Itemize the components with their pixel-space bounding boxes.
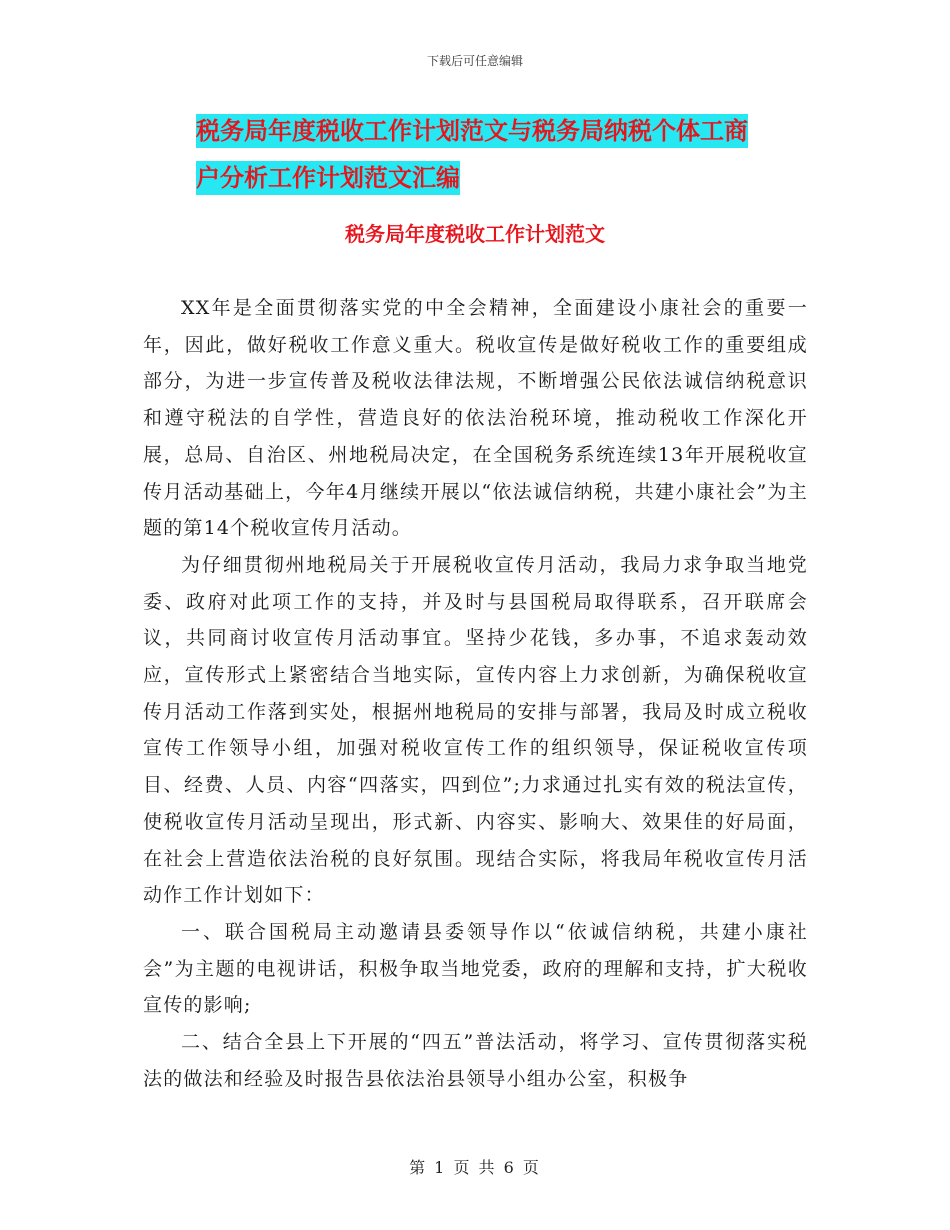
- header-note: 下载后可任意编辑: [426, 54, 523, 68]
- document-title: [140, 108, 820, 202]
- title-line-1: 税务局年度税收工作计划范文与税务局纳税个体工商: [196, 114, 748, 148]
- body-text: [143, 290, 808, 1097]
- title-line-2: 户分析工作计划范文汇编: [196, 161, 460, 195]
- paragraph: 二、结合全县上下开展的“四五”普法活动，将学习、宣传贯彻落实税法的做法和经验及时报告县依法治县领导小组办公室，积极争: [143, 1031, 808, 1090]
- paragraph: 一、联合国税局主动邀请县委领导作以“依诚信纳税，共建小康社会”为主题的电视讲话，积极争取当地党委，政府的理解和支持，扩大税收宣传的影响;: [143, 920, 808, 1017]
- paragraph: 为仔细贯彻州地税局关于开展税收宣传月活动，我局力求争取当地党委、政府对此项工作的支持，并及时与县国税局取得联系，召开联席会议，共同商讨收宣传月活动事宜。坚持少花钱，多办事，不追求轰动效应，宣传形式上紧密结合当地实际，宣传内容上力求创新，为确保税收宣传月活动工作落到实处，根据州地税局的安排与部署，我局及时成立税收宣传工作领导小组，加强对税收宣传工作的组织领导，保证税收宣传项目、经费、人员、内容“四落实，四到位”;力求通过扎实有效的税法宣传，使税收宣传月活动呈现出，形式新、内容实、影响大、效果佳的好局面，在社会上营造依法治税的良好氛围。现结合实际，将我局年税收宣传月活动作工作计划如下：: [143, 553, 808, 907]
- paragraph: XX年是全面贯彻落实党的中全会精神，全面建设小康社会的重要一年，因此，做好税收工作意义重大。税收宣传是做好税收工作的重要组成部分，为进一步宣传普及税收法律法规，不断增强公民依法诚信纳税意识和遵守税法的自学性，营造良好的依法治税环境，推动税收工作深化开展，总局、自治区、州地税局决定，在全国税务系统连续13年开展税收宣传月活动基础上，今年4月继续开展以“依法诚信纳税，共建小康社会”为主题的第14个税收宣传月活动。: [143, 297, 808, 540]
- page-number-footer: 第 1 页 共 6 页: [409, 1158, 541, 1177]
- section-title: 税务局年度税收工作计划范文: [345, 222, 605, 246]
